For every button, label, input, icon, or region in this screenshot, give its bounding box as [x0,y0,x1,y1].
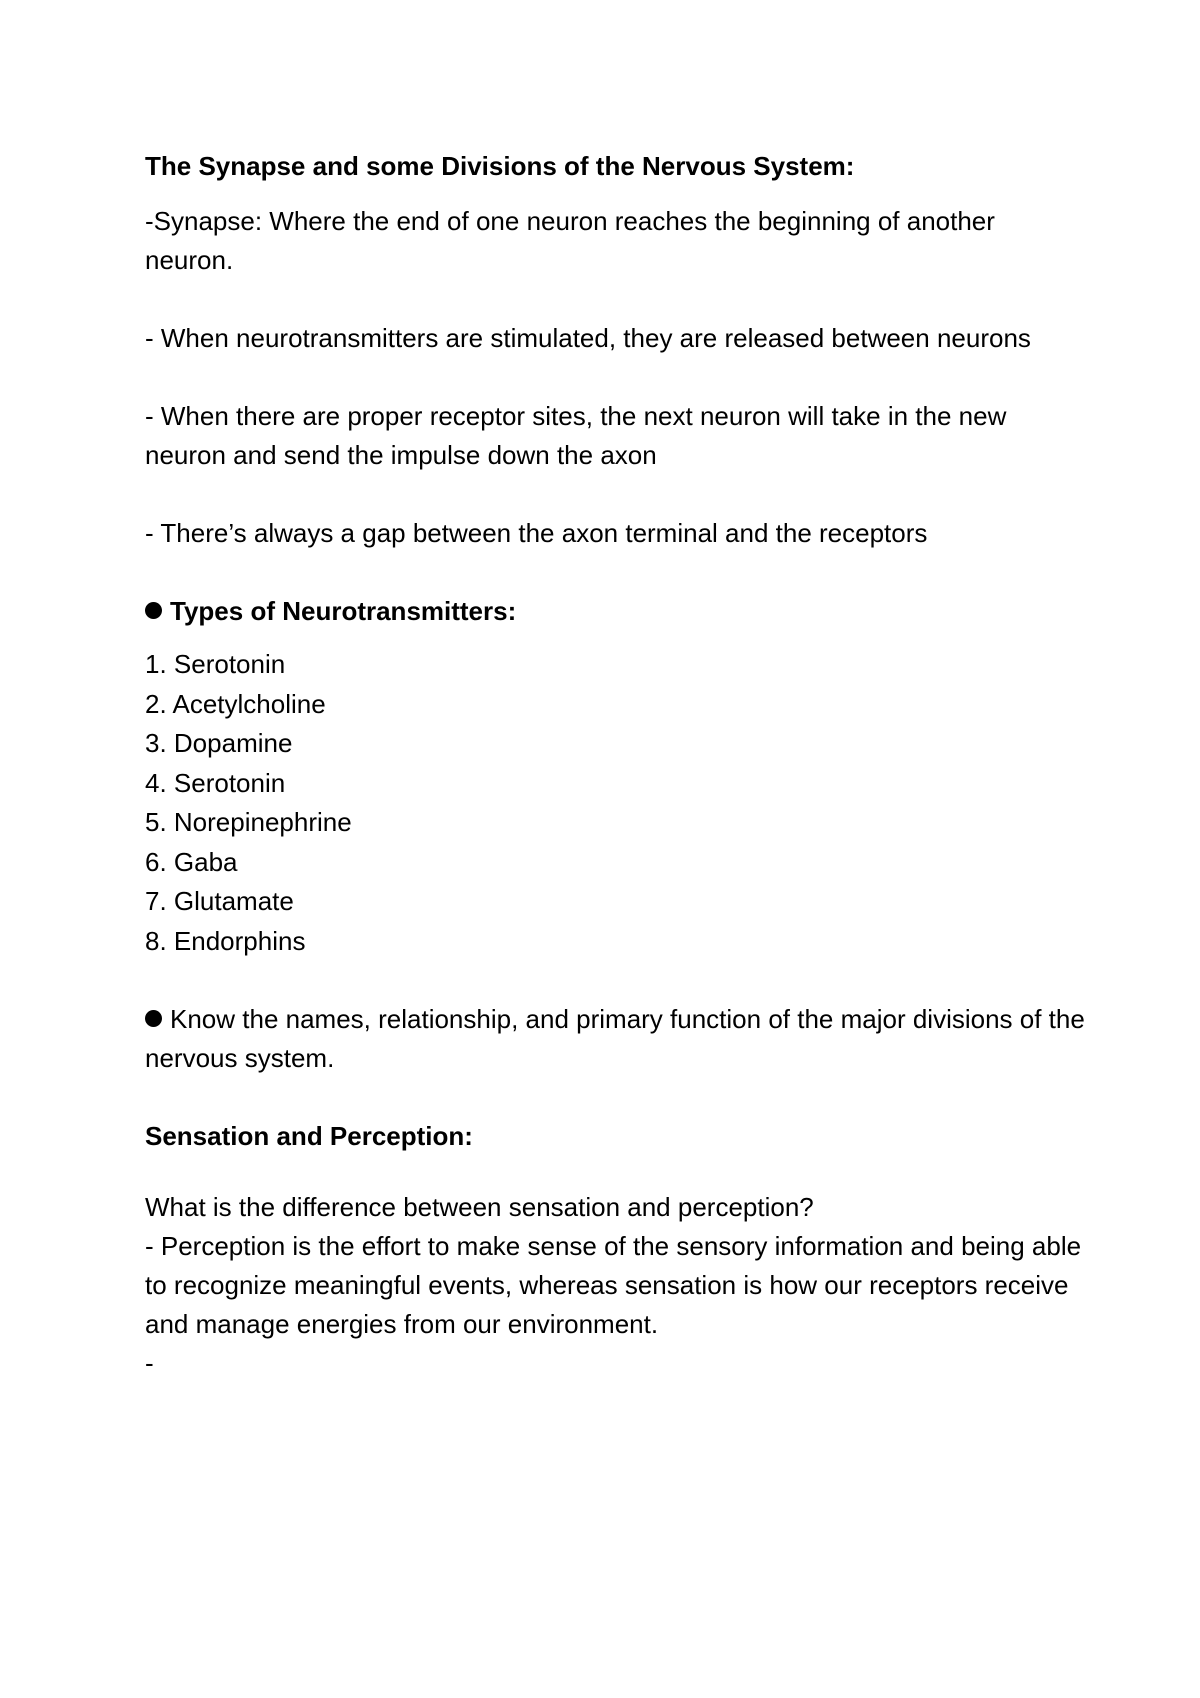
synapse-definition: -Synapse: Where the end of one neuron reaches the beginning of another neuron. [145,206,995,275]
know-divisions-text: Know the names, relationship, and primary function of the major divisions of the nervous system. [145,1004,1085,1073]
bullet-icon [145,602,162,619]
synapse-point-1: - When neurotransmitters are stimulated, they are released between neurons [145,323,1031,353]
neurotransmitters-heading-text: Types of Neurotransmitters: [170,596,517,626]
trailing-dash: - [145,1348,154,1378]
spacer [145,961,1085,1000]
list-item: 5. Norepinephrine [145,807,352,837]
synapse-point-3: - There’s always a gap between the axon terminal and the receptors [145,518,928,548]
spacer [145,1172,1085,1188]
list-item: 2. Acetylcholine [145,688,326,719]
bullet-icon [145,1010,162,1027]
know-divisions-bullet [145,1000,1085,1078]
neurotransmitter-list [145,645,1085,961]
list-item: 8. Endorphins [145,925,306,956]
list-item: 7. Glutamate [145,886,294,916]
spacer [145,280,1085,319]
list-item: 4. Serotonin [145,767,286,798]
spacer [145,553,1085,592]
sensation-question: What is the difference between sensation and perception? [145,1192,814,1222]
list-item: 6. Gaba [145,846,238,877]
synapse-point-2: - When there are proper receptor sites, the next neuron will take in the new neuron and send the impulse down the axon [145,401,1007,470]
sensation-answer: - Perception is the effort to make sense of the sensory information and being able to recognize meaningful events, whereas sensation is how our receptors receive and manage energies from our environment. [145,1231,1082,1339]
section-title-sensation: Sensation and Perception: [145,1121,473,1151]
list-item: 1. Serotonin [145,649,286,679]
document-body [145,147,1085,1383]
section-title-synapse: The Synapse and some Divisions of the Nervous System: [145,151,855,181]
spacer [145,358,1085,397]
spacer [145,1078,1085,1117]
list-item: 3. Dopamine [145,728,293,758]
spacer [145,475,1085,514]
neurotransmitters-heading [145,592,1085,631]
